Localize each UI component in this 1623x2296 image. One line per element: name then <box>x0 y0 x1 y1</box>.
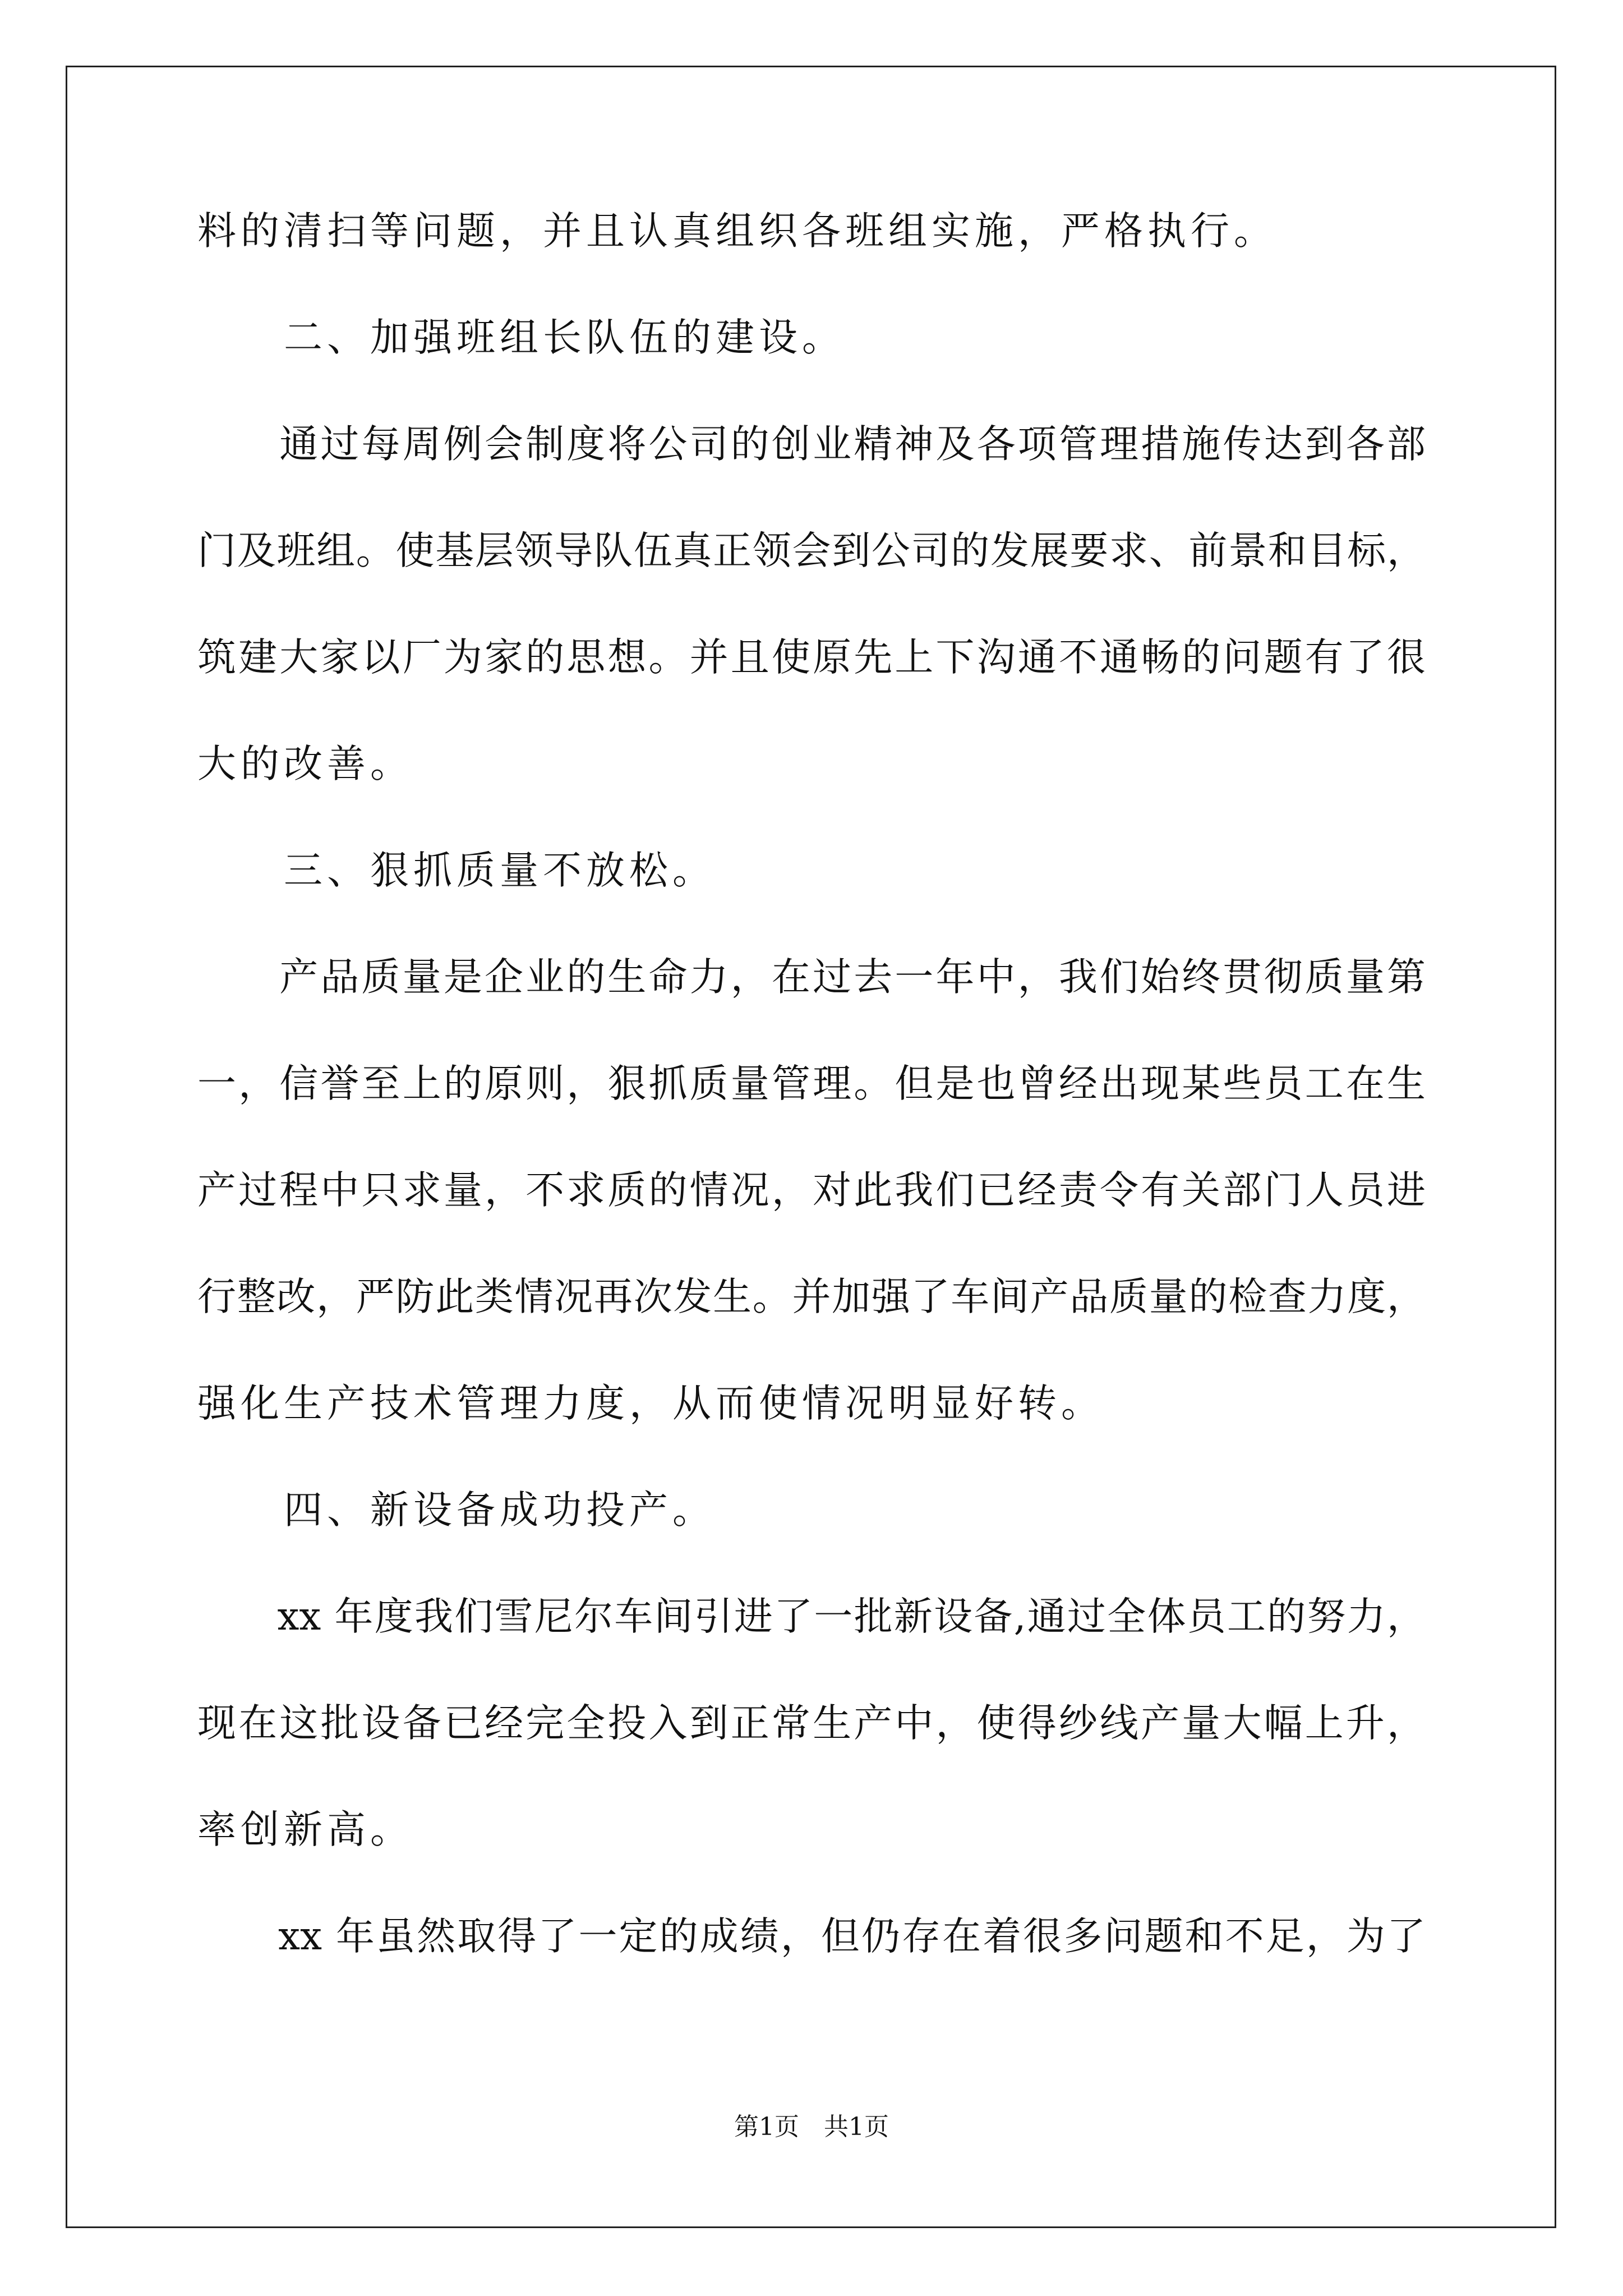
text-line-12: 强化生产技术管理力度，从而使情况明显好转。 <box>197 1381 1104 1426</box>
text-line-11: 行整改，严防此类情况再次发生。并加强了车间产品质量的检查力度， <box>197 1274 1426 1319</box>
text-line-6: 大的改善。 <box>197 742 413 786</box>
text-line-16: 率创新高。 <box>197 1807 413 1852</box>
section-heading-2: 二、加强班组长队伍的建设。 <box>197 315 845 360</box>
text-line-15: 现在这批设备已经完全投入到正常生产中，使得纱线产量大幅上升， <box>197 1701 1426 1746</box>
text-line-4: 门及班组。使基层领导队伍真正领会到公司的发展要求、前景和目标， <box>197 528 1426 573</box>
text-line-10: 产过程中只求量，不求质的情况，对此我们已经责令有关部门人员进 <box>197 1168 1426 1213</box>
text-line-9: 一，信誉至上的原则，狠抓质量管理。但是也曾经出现某些员工在生 <box>197 1061 1426 1106</box>
section-heading-4: 四、新设备成功投产。 <box>197 1488 716 1533</box>
text-line-14: xx 年度我们雪尼尔车间引进了一批新设备,通过全体员工的努力， <box>197 1594 1426 1639</box>
text-line-3: 通过每周例会制度将公司的创业精神及各项管理措施传达到各部 <box>197 422 1426 467</box>
text-line-17: xx 年虽然取得了一定的成绩，但仍存在着很多问题和不足，为了 <box>197 1914 1426 1959</box>
text-line-1: 料的清扫等问题，并且认真组织各班组实施，严格执行。 <box>197 209 1277 254</box>
text-line-8: 产品质量是企业的生命力，在过去一年中，我们始终贯彻质量第 <box>197 955 1426 1000</box>
page-footer <box>0 2110 1623 2144</box>
page-total: 共1页 <box>824 2113 889 2141</box>
page-border <box>66 66 1556 2228</box>
text-line-5: 筑建大家以厂为家的思想。并且使原先上下沟通不通畅的问题有了很 <box>197 635 1426 680</box>
section-heading-3: 三、狠抓质量不放松。 <box>197 848 716 893</box>
page-number: 第1页 <box>734 2113 799 2141</box>
